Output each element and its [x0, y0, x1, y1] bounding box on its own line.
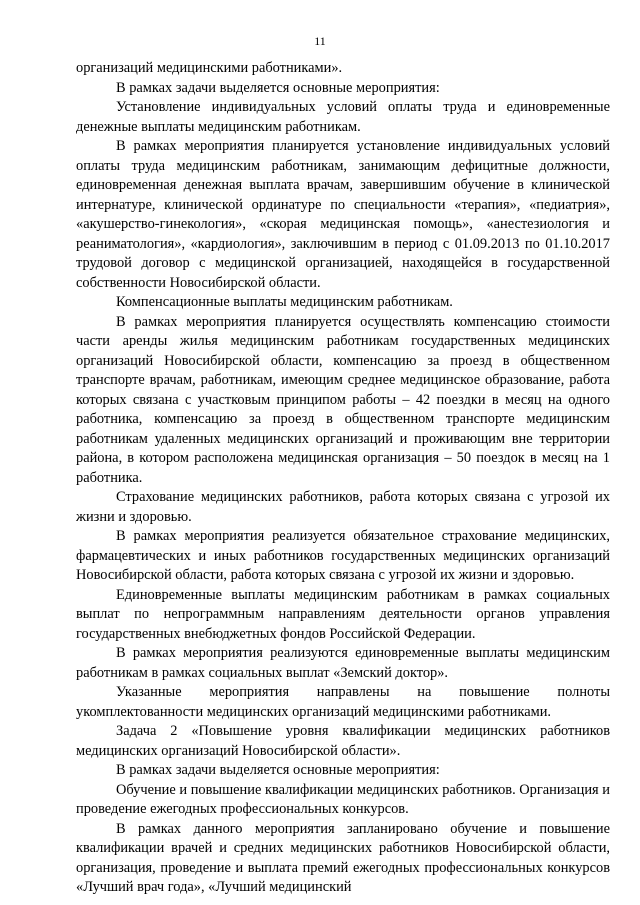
paragraph-7: Страхование медицинских работников, работа которых связана с угрозой их жизни и здоровью.: [76, 489, 610, 525]
paragraph-12: Задача 2 «Повышение уровня квалификации медицинских работников медицинских организаций Новосибирской области».: [76, 723, 610, 759]
paragraph-4: В рамках мероприятия планируется установление индивидуальных условий оплаты труда медицинским работникам, занимающим дефицитные должности, единовременная денежная выплата врачам, завершившим обучение в клинической интернатуре, клинической ординатуре по специальности «терапия», «педиатрия», «акушерство-гинекология», «скорая медицинская помощь», «анестезиология и реаниматология», «кардиология», заключившим в период с 01.09.2013 по 01.10.2017 трудовой договор с медицинской организацией, находящейся в государственной собственности Новосибирской области.: [76, 138, 610, 291]
paragraph-8: В рамках мероприятия реализуется обязательное страхование медицинских, фармацевтических и иных работников государственных медицинских организаций Новосибирской области, работа которых связана с угрозой их жизни и здоровью.: [76, 528, 610, 583]
paragraph-11: Указанные мероприятия направлены на повышение полноты укомплектованности медицинских организаций медицинскими работниками.: [76, 684, 610, 720]
paragraph-2: В рамках задачи выделяется основные мероприятия:: [116, 79, 440, 96]
paragraph-1: организаций медицинскими работниками».: [76, 60, 343, 76]
paragraph-3: Установление индивидуальных условий оплаты труда и единовременные денежные выплаты медицинским работникам.: [76, 99, 610, 135]
paragraph-10: В рамках мероприятия реализуются единовременные выплаты медицинским работникам в рамках социальных выплат «Земский доктор».: [76, 645, 610, 681]
paragraph-9: Единовременные выплаты медицинским работникам в рамках социальных выплат по непрограммным направлениям деятельности органов управления государственных внебюджетных фондов Российской Федерации.: [76, 586, 610, 642]
paragraph-14: Обучение и повышение квалификации медицинских работников. Организация и проведение ежегодных профессиональных конкурсов.: [76, 781, 610, 817]
page-number: 11: [314, 34, 326, 48]
paragraph-5: Компенсационные выплаты медицинским работникам.: [116, 294, 453, 310]
paragraph-15: В рамках данного мероприятия запланировано обучение и повышение квалификации врачей и средних медицинских работников Новосибирской области, организация, проведение и выплата премий ежегодных профессиональных конкурсов «Лучший врач года», «Лучший медицинский: [76, 820, 610, 895]
document-body: [76, 59, 610, 898]
paragraph-6: В рамках мероприятия планируется осуществлять компенсацию стоимости части аренды жилья медицинским работникам государственных медицинских организаций Новосибирской области, компенсацию за проезд в общественном транспорте врачам, работникам, имеющим среднее медицинское образование, работа которых связана с участковым принципом работы – 42 поездки в месяц на одного работника, компенсацию за проезд в общественном транспорте медицинским работникам удаленных медицинских организаций и проживающим вне территории района, в котором расположена медицинская организация – 50 поездок в месяц на 1 работника.: [76, 313, 610, 486]
paragraph-13: В рамках задачи выделяется основные мероприятия:: [116, 762, 440, 778]
